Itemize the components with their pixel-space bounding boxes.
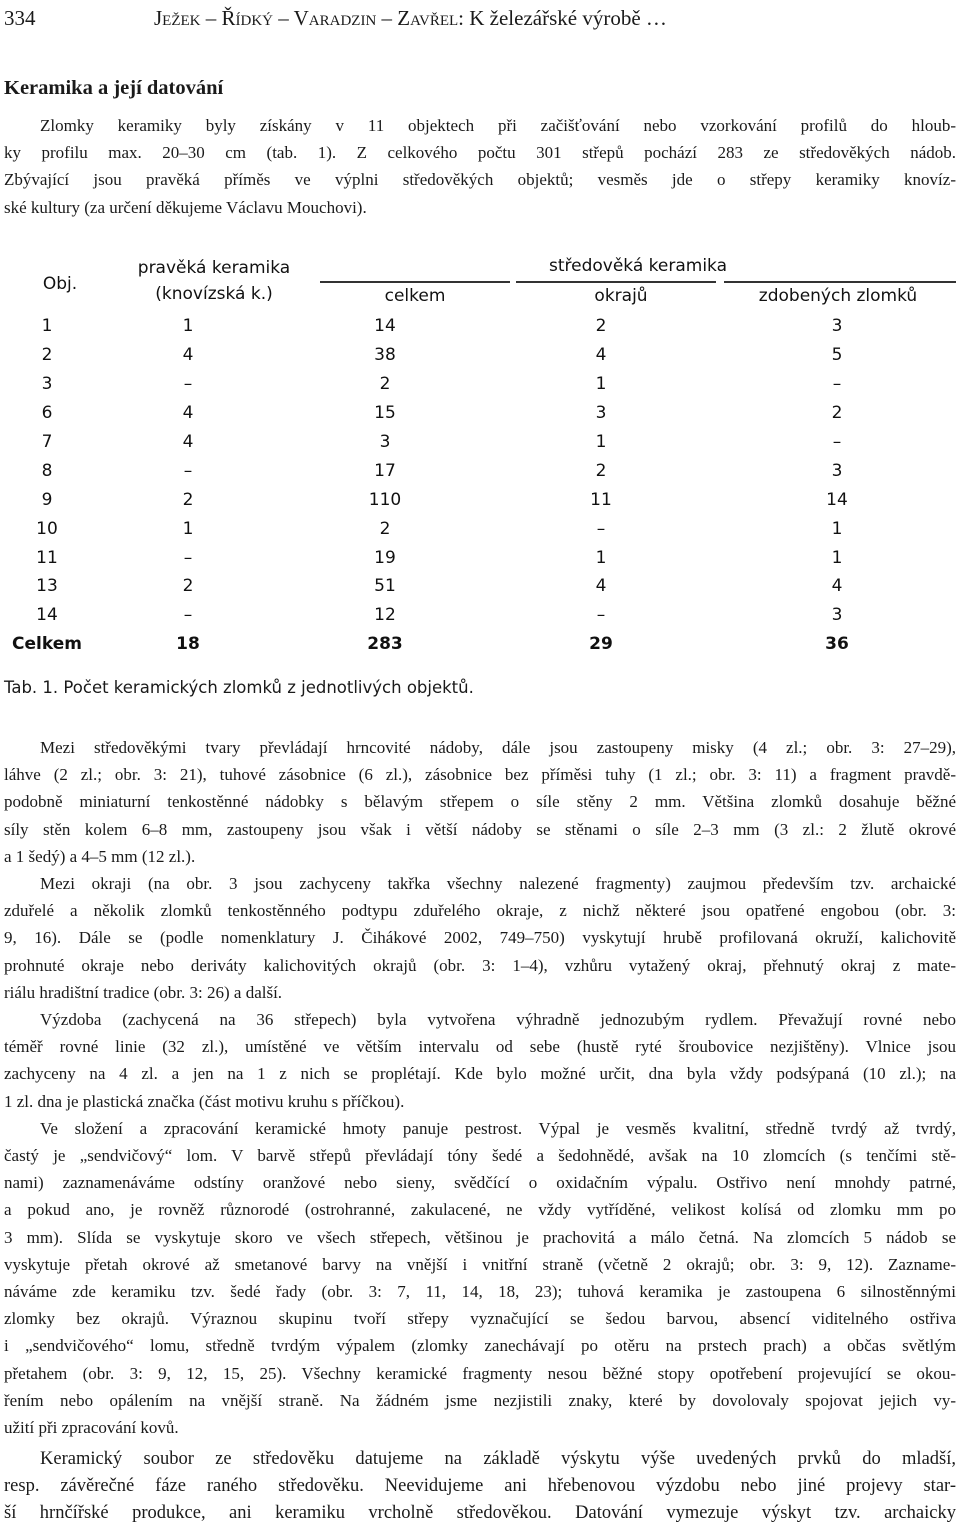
cell-obj: 2 bbox=[41, 345, 53, 366]
text-line: a 1 šedý) a 4–5 mm (12 zl.). bbox=[4, 846, 196, 866]
cell-decorated: 14 bbox=[826, 489, 848, 510]
text-line: prohnuté okraje nebo deriváty kalichovitých okrajů (obr. 3: 1–4), vzhůru vytažený okraj, přehnutý okraj z mate- bbox=[4, 955, 956, 975]
cell-prehistoric: 18 bbox=[176, 634, 200, 655]
cell-prehistoric: 4 bbox=[182, 432, 194, 452]
text-line: síly stěn kolem 6–8 mm, zastoupeny jsou však i větší nádoby se stěnami o síle 2–3 mm (3 zl.: 2 žlutě okrové bbox=[4, 819, 956, 839]
text-line: náváme zde keramiku tzv. šedé řady (obr. 3: 7, 11, 14, 18, 23); tuhová keramika je zastoupena 6 silnostěnnými bbox=[4, 1282, 956, 1302]
table-row bbox=[4, 514, 956, 543]
text-line: přetahem (obr. 3: 9, 12, 15, 25). Všechny keramické fragmenty nesou běžné stopy opotřebení projevující se okou- bbox=[4, 1363, 956, 1383]
cell-total: 19 bbox=[374, 547, 396, 568]
text-line: a pokud ano, je rovněž různorodé (ostrohranné, zakulacené, ne vždy vytříděné, velikost kolísá od zlomku mm po bbox=[4, 1200, 956, 1220]
cell-total: 38 bbox=[374, 345, 396, 366]
cell-obj: 3 bbox=[41, 374, 53, 395]
cell-total: 12 bbox=[374, 605, 396, 626]
running-head-authors: Ježek – Řídký – Varadzin – Zavřel: bbox=[154, 6, 464, 30]
cell-rims: 2 bbox=[595, 460, 607, 481]
text-line: Ve složení a zpracování keramické hmoty panuje pestrost. Výpal je vesměs kvalitní, středně tvrdý až tvrdý, bbox=[40, 1118, 956, 1138]
cell-prehistoric: 1 bbox=[182, 316, 194, 337]
table-row bbox=[4, 341, 956, 370]
cell-total: 15 bbox=[374, 403, 396, 424]
cell-decorated: 4 bbox=[831, 576, 843, 597]
cell-decorated: 2 bbox=[831, 403, 843, 424]
cell-rims: 4 bbox=[595, 345, 607, 366]
text-line: ské kultury (za určení děkujeme Václavu Mouchovi). bbox=[4, 197, 367, 217]
header-obj: Obj. bbox=[42, 274, 78, 294]
cell-rims: – bbox=[596, 605, 606, 626]
cell-obj: 14 bbox=[36, 605, 58, 626]
cell-rims: 4 bbox=[595, 576, 607, 597]
text-line: Výzdoba (zachycená na 36 střepech) byla vytvořena výhradně jednozubým rydlem. Převažují rovné nebo bbox=[40, 1010, 956, 1030]
text-line: láhve (2 zl.; obr. 3: 21), tuhové zásobnice (6 zl.), zásobnice bez příměsi tuhy (1 zl.; obr. 3: 11) a fragment pravdě- bbox=[4, 765, 956, 785]
cell-total: 283 bbox=[367, 634, 403, 655]
table-row bbox=[4, 370, 956, 399]
body-paragraph-1 bbox=[4, 734, 956, 1441]
cell-prehistoric: 2 bbox=[182, 576, 194, 597]
running-head-title: K železářské výrobě … bbox=[469, 6, 667, 30]
text-line: ší hrnčířské produkce, ani keramiku vrcholně středověkou. Datování vymezuje výskyt tzv. archaicky bbox=[4, 1503, 956, 1523]
header-rule bbox=[516, 281, 716, 283]
text-line: častý je „sendvičový“ lom. V barvě střepů převládají tóny šedé a šedohnědé, avšak na 10 zlomcích (s tenčími stě- bbox=[4, 1146, 956, 1166]
text-line: ky profilu max. 20–30 cm (tab. 1). Z celkového počtu 301 střepů pochází 283 ze středověkých nádob. bbox=[4, 143, 956, 163]
cell-prehistoric: 4 bbox=[182, 345, 194, 366]
cell-total: 17 bbox=[374, 460, 396, 481]
header-prehistoric-line1: pravěká keramika bbox=[137, 258, 291, 278]
table-header bbox=[4, 254, 956, 312]
cell-prehistoric: – bbox=[183, 547, 193, 568]
text-line: řením nebo opálením na vnější straně. Na žádném jsme nezjistili znaky, které by dovolovaly spojovat jejich vy- bbox=[4, 1390, 956, 1410]
text-line: vyskytuje přetah okrové až smetanové barvy na vnější i vnitřní straně (včetně 2 okrajů; obr. 3: 9, 12). Zazname- bbox=[4, 1254, 956, 1274]
cell-rims: – bbox=[596, 518, 606, 539]
cell-obj: Celkem bbox=[12, 634, 82, 655]
cell-decorated: – bbox=[832, 374, 842, 395]
text-line: podobně miniaturní tenkostěnné nádobky s bělavým střepem o síle stěny 2 mm. Většina zlomků dosahuje běžné bbox=[4, 792, 956, 812]
text-line: užití při zpracování kovů. bbox=[4, 1418, 179, 1438]
text-line: Mezi středověkými tvary převládají hrncovité nádoby, dále jsou zastoupeny misky (4 zl.; obr. 3: 27–29), bbox=[40, 738, 956, 757]
table-row bbox=[4, 543, 956, 572]
cell-decorated: 3 bbox=[831, 316, 843, 337]
cell-total: 2 bbox=[379, 518, 391, 539]
text-line: téměř rovné linie (32 zl.), umístěné ve větším intervalu od sebe (hustě ryté šroubovice nezjištěny). Vlnice jsou bbox=[4, 1037, 956, 1057]
cell-obj: 1 bbox=[41, 316, 53, 337]
text-line: i „sendvičového“ lomu, středně tvrdým výpalem (zlomky zanechávají po otěru na prstech prach) a občas světlým bbox=[4, 1336, 956, 1356]
text-line: zlomky bez okrajů. Výraznou skupinu tvoří střepy vyznačující se šedou barvou, absencí viditelného ostřiva bbox=[4, 1309, 956, 1329]
table-row bbox=[4, 456, 956, 485]
header-medieval-group: středověká keramika bbox=[548, 256, 728, 276]
cell-obj: 11 bbox=[36, 547, 58, 568]
cell-prehistoric: – bbox=[183, 605, 193, 626]
cell-rims: 1 bbox=[595, 547, 607, 568]
cell-decorated: 3 bbox=[831, 605, 843, 626]
cell-rims: 1 bbox=[595, 432, 607, 452]
cell-obj: 8 bbox=[41, 460, 53, 481]
table-row bbox=[4, 428, 956, 457]
table-body bbox=[4, 312, 956, 659]
cell-prehistoric: – bbox=[183, 374, 193, 395]
section-heading: Keramika a její datování bbox=[4, 77, 224, 99]
cell-obj: 9 bbox=[41, 489, 53, 510]
table-row bbox=[4, 485, 956, 514]
header-total: celkem bbox=[384, 286, 446, 306]
text-line: nami) zaznamenáváme odstíny oranžové nebo sieny, svědčící o oxidačním výpalu. Ostřivo není mnohdy patrné, bbox=[4, 1173, 956, 1193]
table-row bbox=[4, 399, 956, 428]
cell-rims: 3 bbox=[595, 403, 607, 424]
cell-prehistoric: 1 bbox=[182, 518, 194, 539]
text-line: riálu hradištní tradice (obr. 3: 26) a další. bbox=[4, 982, 283, 1002]
table-row bbox=[4, 572, 956, 601]
text-line: Keramický soubor ze středověku datujeme na základě výskytu výše uvedených prvků do mladší, bbox=[40, 1449, 956, 1469]
text-line: 1 zl. dna je plastická značka (část motivu kruhu s příčkou). bbox=[4, 1091, 405, 1111]
text-line: resp. závěrečné fáze raného středověku. Neevidujeme ani hřebenovou výzdobu nebo jiné projevy star- bbox=[4, 1476, 956, 1496]
header-decorated: zdobených zlomků bbox=[758, 286, 918, 306]
text-line: Zlomky keramiky byly získány v 11 objektech při začišťování nebo vzorkování profilů do hloub- bbox=[40, 116, 956, 135]
header-rims: okrajů bbox=[594, 286, 648, 306]
cell-decorated: 5 bbox=[831, 345, 843, 366]
cell-prehistoric: 4 bbox=[182, 403, 194, 424]
table-row bbox=[4, 312, 956, 341]
cell-total: 2 bbox=[379, 374, 391, 395]
table-total-row bbox=[4, 630, 956, 659]
cell-decorated: 1 bbox=[831, 518, 843, 539]
cell-obj: 6 bbox=[41, 403, 53, 424]
header-prehistoric-line2: (knovízská k.) bbox=[155, 284, 273, 304]
text-line: zachyceny na 4 zl. a jen na 1 z nich se proplétají. Kde bylo možné určit, dna byla vždy podsýpaná (10 zl.); na bbox=[4, 1064, 956, 1084]
cell-rims: 1 bbox=[595, 374, 607, 395]
data-table bbox=[4, 254, 956, 659]
page-number: 334 bbox=[4, 6, 36, 30]
cell-decorated: 36 bbox=[825, 634, 849, 655]
cell-decorated: 1 bbox=[831, 547, 843, 568]
text-line: 9, 16). Dále se (podle nomenklatury J. Čihákové 2002, 749–750) vyskytují hrubě profilovaná okruží, kalichovitě bbox=[4, 928, 956, 948]
cell-rims: 11 bbox=[590, 489, 612, 510]
cell-decorated: – bbox=[832, 432, 842, 452]
table-row bbox=[4, 601, 956, 630]
text-line: Mezi okraji (na obr. 3 jsou zachyceny takřka všechny nalezené fragmenty) zaujmou především tzv. archaické bbox=[40, 874, 956, 894]
table-caption: Tab. 1. Počet keramických zlomků z jednotlivých objektů. bbox=[4, 678, 474, 697]
cell-decorated: 3 bbox=[831, 460, 843, 481]
text-line: zduřelé a několik zlomků tenkostěnného podtypu zduřelého okraje, z nichž některé jsou opatřené engobou (obr. 3: bbox=[4, 901, 956, 921]
cell-total: 14 bbox=[374, 316, 396, 337]
cell-total: 110 bbox=[368, 489, 402, 510]
closing-paragraph bbox=[4, 1446, 956, 1527]
text-line: Zbývající jsou pravěká příměs ve výplni středověkých objektů; vesměs jde o střepy keramiky knovíz- bbox=[4, 170, 956, 190]
cell-obj: 7 bbox=[41, 432, 53, 452]
running-head bbox=[4, 4, 956, 32]
cell-prehistoric: 2 bbox=[182, 489, 194, 510]
header-rule bbox=[724, 281, 956, 283]
cell-obj: 13 bbox=[36, 576, 58, 597]
cell-obj: 10 bbox=[36, 518, 58, 539]
header-rule bbox=[320, 281, 510, 283]
cell-prehistoric: – bbox=[183, 460, 193, 481]
cell-rims: 29 bbox=[589, 634, 613, 655]
cell-total: 51 bbox=[374, 576, 396, 597]
intro-paragraph bbox=[4, 112, 956, 221]
cell-rims: 2 bbox=[595, 316, 607, 337]
text-line: 3 mm). Slída se vyskytuje skoro ve všech střepech, většinou je prachovitá a málo četná. Na zlomcích 5 nádob se bbox=[4, 1227, 956, 1247]
cell-total: 3 bbox=[379, 432, 391, 452]
